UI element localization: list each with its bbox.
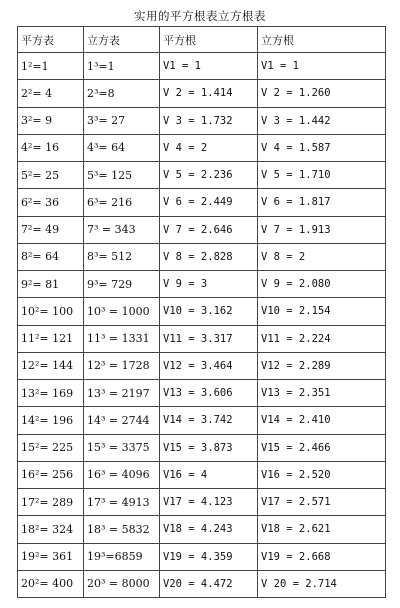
cube-root-cell: V10 = 2.154 — [258, 298, 386, 325]
table-row — [18, 53, 386, 80]
square-cell: 15²= 225 — [18, 434, 84, 461]
square-root-cell: V 5 = 2.236 — [160, 162, 258, 189]
cube-root-cell: V15 = 2.466 — [258, 434, 386, 461]
cube-cell: 14³ = 2744 — [84, 407, 160, 434]
cube-cell: 3³= 27 — [84, 107, 160, 134]
square-cell: 13²= 169 — [18, 380, 84, 407]
square-cell: 8²= 64 — [18, 243, 84, 270]
square-root-cell: V13 = 3.606 — [160, 380, 258, 407]
cube-cell: 1³=1 — [84, 53, 160, 80]
square-root-cell: V 7 = 2.646 — [160, 216, 258, 243]
header-square: 平方表 — [18, 27, 84, 53]
square-root-cell: V1 = 1 — [160, 53, 258, 80]
cube-cell: 10³ = 1000 — [84, 298, 160, 325]
square-root-cell: V 6 = 2.449 — [160, 189, 258, 216]
table-row — [18, 325, 386, 352]
table-title: 实用的平方根表立方根表 — [134, 9, 266, 23]
table-row — [18, 271, 386, 298]
table-row — [18, 298, 386, 325]
cube-root-cell: V 20 = 2.714 — [258, 570, 386, 597]
cube-cell: 2³=8 — [84, 80, 160, 107]
cube-cell: 6³= 216 — [84, 189, 160, 216]
table-row — [18, 134, 386, 161]
table-row — [18, 189, 386, 216]
cube-cell: 16³ = 4096 — [84, 461, 160, 488]
cube-root-cell: V19 = 2.668 — [258, 543, 386, 570]
table-row — [18, 489, 386, 516]
table-row — [18, 516, 386, 543]
square-cell: 6²= 36 — [18, 189, 84, 216]
cube-root-cell: V16 = 2.520 — [258, 461, 386, 488]
square-root-cell: V11 = 3.317 — [160, 325, 258, 352]
header-cube: 立方表 — [84, 27, 160, 53]
table-row — [18, 380, 386, 407]
square-root-cell: V 9 = 3 — [160, 271, 258, 298]
cube-cell: 13³ = 2197 — [84, 380, 160, 407]
square-cell: 16²= 256 — [18, 461, 84, 488]
square-cell: 1²=1 — [18, 53, 84, 80]
table-row — [18, 407, 386, 434]
table-row — [18, 570, 386, 597]
table-row — [18, 543, 386, 570]
cube-root-cell: V 6 = 1.817 — [258, 189, 386, 216]
cube-cell: 11³ = 1331 — [84, 325, 160, 352]
square-root-cell: V 4 = 2 — [160, 134, 258, 161]
square-cell: 18²= 324 — [18, 516, 84, 543]
square-root-cell: V 8 = 2.828 — [160, 243, 258, 270]
cube-root-cell: V17 = 2.571 — [258, 489, 386, 516]
table-row — [18, 107, 386, 134]
square-cell: 19²= 361 — [18, 543, 84, 570]
roots-table — [17, 26, 386, 598]
cube-cell: 15³ = 3375 — [84, 434, 160, 461]
header-cube-root: 立方根 — [258, 27, 386, 53]
cube-root-cell: V 9 = 2.080 — [258, 271, 386, 298]
square-cell: 11²= 121 — [18, 325, 84, 352]
square-cell: 20²= 400 — [18, 570, 84, 597]
table-row — [18, 80, 386, 107]
square-cell: 2²= 4 — [18, 80, 84, 107]
cube-cell: 12³ = 1728 — [84, 352, 160, 379]
cube-root-cell: V1 = 1 — [258, 53, 386, 80]
square-root-cell: V10 = 3.162 — [160, 298, 258, 325]
square-cell: 7²= 49 — [18, 216, 84, 243]
cube-root-cell: V18 = 2.621 — [258, 516, 386, 543]
table-row — [18, 352, 386, 379]
table-row — [18, 434, 386, 461]
cube-cell: 20³ = 8000 — [84, 570, 160, 597]
table-body — [18, 53, 386, 598]
header-square-root: 平方根 — [160, 27, 258, 53]
header-row — [18, 27, 386, 53]
square-cell: 9²= 81 — [18, 271, 84, 298]
square-root-cell: V19 = 4.359 — [160, 543, 258, 570]
square-root-cell: V 2 = 1.414 — [160, 80, 258, 107]
cube-cell: 8³= 512 — [84, 243, 160, 270]
table-row — [18, 216, 386, 243]
square-cell: 12²= 144 — [18, 352, 84, 379]
table-row — [18, 162, 386, 189]
square-cell: 4²= 16 — [18, 134, 84, 161]
square-cell: 17²= 289 — [18, 489, 84, 516]
cube-cell: 19³=6859 — [84, 543, 160, 570]
cube-cell: 17³ = 4913 — [84, 489, 160, 516]
square-cell: 3²= 9 — [18, 107, 84, 134]
cube-root-cell: V 3 = 1.442 — [258, 107, 386, 134]
square-root-cell: V18 = 4.243 — [160, 516, 258, 543]
square-cell: 14²= 196 — [18, 407, 84, 434]
cube-root-cell: V 7 = 1.913 — [258, 216, 386, 243]
cube-root-cell: V11 = 2.224 — [258, 325, 386, 352]
table-row — [18, 461, 386, 488]
cube-root-cell: V13 = 2.351 — [258, 380, 386, 407]
cube-cell: 4³= 64 — [84, 134, 160, 161]
cube-cell: 9³= 729 — [84, 271, 160, 298]
cube-cell: 7³ = 343 — [84, 216, 160, 243]
square-root-cell: V 3 = 1.732 — [160, 107, 258, 134]
square-root-cell: V15 = 3.873 — [160, 434, 258, 461]
cube-root-cell: V12 = 2.289 — [258, 352, 386, 379]
cube-root-cell: V 2 = 1.260 — [258, 80, 386, 107]
square-root-cell: V20 = 4.472 — [160, 570, 258, 597]
square-root-cell: V14 = 3.742 — [160, 407, 258, 434]
cube-cell: 18³ = 5832 — [84, 516, 160, 543]
square-root-cell: V17 = 4.123 — [160, 489, 258, 516]
square-cell: 10²= 100 — [18, 298, 84, 325]
square-root-cell: V12 = 3.464 — [160, 352, 258, 379]
cube-root-cell: V 5 = 1.710 — [258, 162, 386, 189]
cube-root-cell: V14 = 2.410 — [258, 407, 386, 434]
cube-root-cell: V 4 = 1.587 — [258, 134, 386, 161]
square-cell: 5²= 25 — [18, 162, 84, 189]
cube-root-cell: V 8 = 2 — [258, 243, 386, 270]
square-root-cell: V16 = 4 — [160, 461, 258, 488]
cube-cell: 5³= 125 — [84, 162, 160, 189]
table-row — [18, 243, 386, 270]
